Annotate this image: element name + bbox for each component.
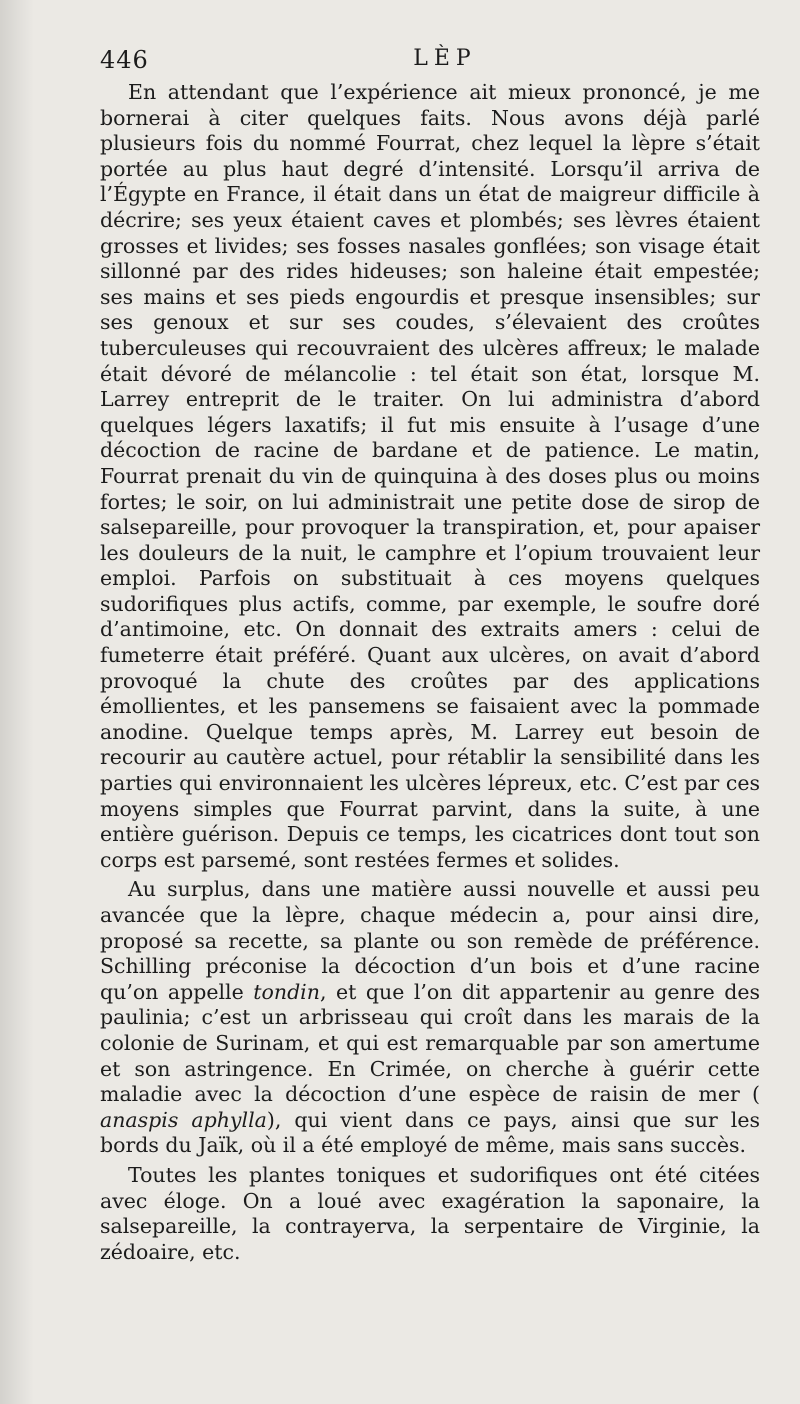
page-header bbox=[100, 46, 760, 76]
paragraph-text: ), qui vient dans ce pays, ainsi que sur les bords du Jaïk, où il a été employé de même, mais sans succès. bbox=[100, 1107, 760, 1158]
paragraph-1 bbox=[100, 80, 760, 873]
paragraph-3 bbox=[100, 1163, 760, 1265]
paragraph-text: Toutes les plantes toniques et sudorifiques ont été citées avec éloge. On a loué avec exagération la saponaire, la salsepareille, la contrayerva, la serpentaire de Virginie, la zédoaire, etc. bbox=[100, 1162, 760, 1264]
paragraph-text: Au surplus, dans une matière aussi nouvelle et aussi peu avancée que la lèpre, chaque médecin a, pour ainsi dire, proposé sa recette, sa plante ou son remède de préférence. Schilling préconise la décoction d’un bois et d’une racine qu’on appelle bbox=[100, 877, 760, 1004]
paragraph-2 bbox=[100, 877, 760, 1159]
italic-term-tondin: tondin bbox=[253, 979, 320, 1004]
running-head: LÈP bbox=[413, 46, 477, 71]
italic-term-anaspis: anaspis aphylla bbox=[100, 1107, 267, 1132]
paragraph-text: En attendant que l’expérience ait mieux prononcé, je me bornerai à citer quelques faits. Nous avons déjà parlé plusieurs fois du nommé Fourrat, chez lequel la lèpre s’était portée au plus haut degré d’intensité. Lorsqu’il arriva de l’Égypte en France, il était dans un état de maigreur difficile à décrire; ses yeux étaient caves et plombés; ses lèvres étaient grosses et livides; ses fosses nasales gonflées; son visage était sillonné par des rides hideuses; son haleine était empestée; ses mains et ses pieds engourdis et presque insensibles; sur ses genoux et sur ses coudes, s’élevaient des croûtes tuberculeuses qui recouvraient des ulcères affreux; le malade était dévoré de mélancolie : tel était son état, lorsque M. Larrey entreprit de le traiter. On lui administra d’abord quelques légers laxatifs; il fut mis ensuite à l’usage d’une décoction de racine de bardane et de patience. Le matin, Fourrat prenait du vin de quinquina à des doses plus ou moins fortes; le soir, on lui administrait une petite dose de sirop de salsepareille, pour provoquer la transpiration, et, pour apaiser les douleurs de la nuit, le camphre et l’opium trouvaient leur emploi. Parfois on substituait à ces moyens quelques sudorifiques plus actifs, comme, par exemple, le soufre doré d’antimoine, etc. On donnait des extraits amers : celui de fumeterre était préféré. Quant aux ulcères, on avait d’abord provoqué la chute des croûtes par des applications émollientes, et les pansemens se faisaient avec la pommade anodine. Quelque temps après, M. Larrey eut besoin de recourir au cautère actuel, pour rétablir la sensibilité dans les parties qui environnaient les ulcères lépreux, etc. C’est par ces moyens simples que Fourrat parvint, dans la suite, à une entière guérison. Depuis ce temps, les cicatrices dont tout son corps est parsemé, sont restées fermes et solides. bbox=[100, 80, 760, 872]
page-number: 446 bbox=[100, 46, 149, 74]
body-text bbox=[100, 80, 760, 1265]
paragraph-text: , et que l’on dit appartenir au genre des paulinia; c’est un arbrisseau qui croît dans les marais de la colonie de Surinam, et qui est remarquable par son amertume et son astringence. En Crimée, on cherche à guérir cette maladie avec la décoction d’une espèce de raisin de mer ( bbox=[100, 979, 760, 1107]
